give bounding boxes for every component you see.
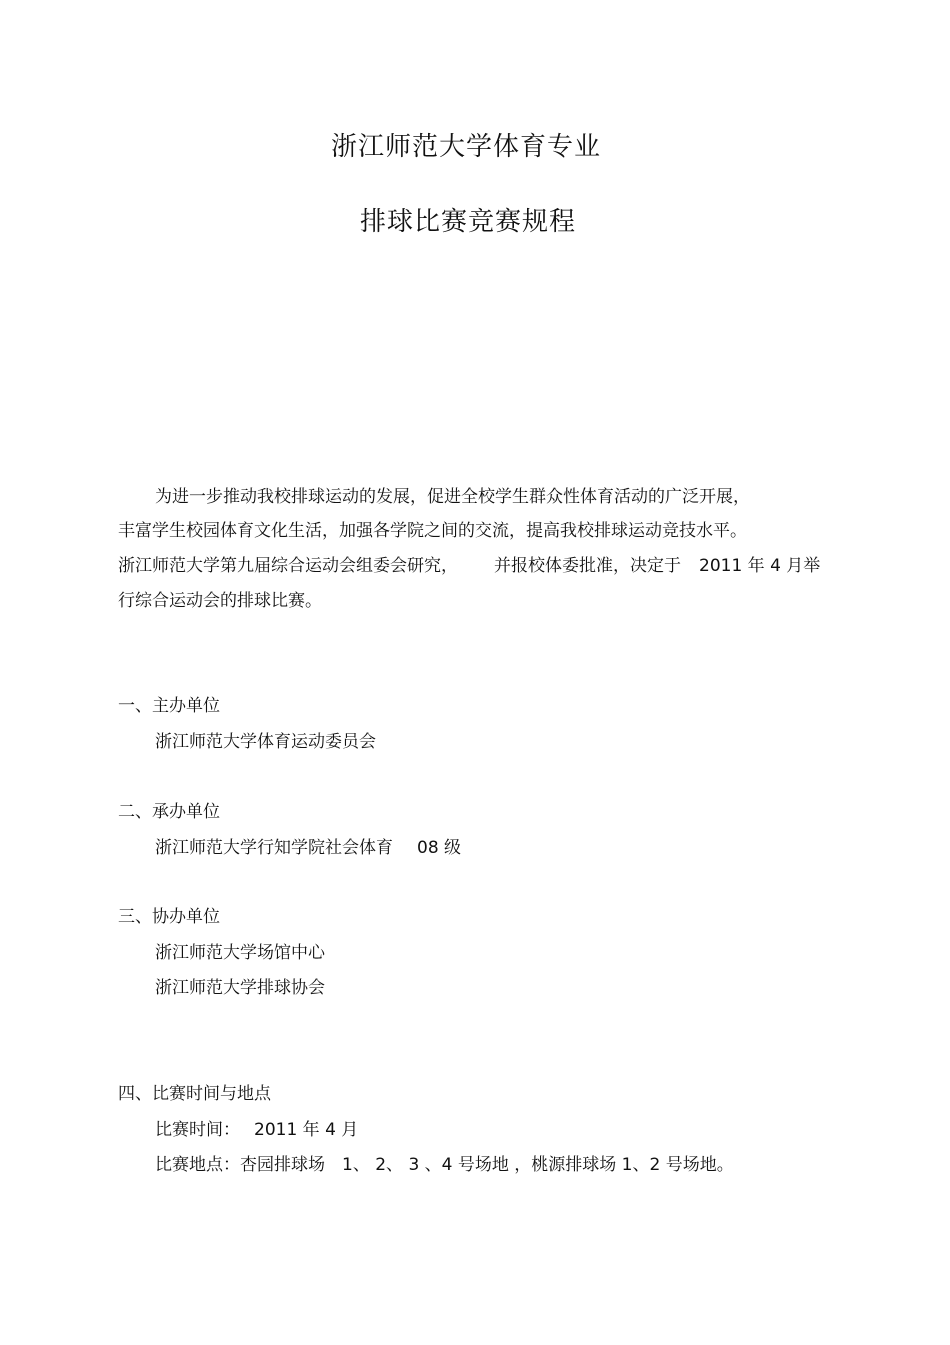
match-place-value: 杏园排球场 1、 2、 3 、4 号场地 ，桃源排球场 1、2 号场地。 — [240, 1155, 734, 1175]
section-heading-co-organizer: 三、协办单位 — [118, 907, 220, 927]
intro-line3-part-b: 并报校体委批准，决定于 — [494, 556, 681, 576]
host-item — [155, 837, 461, 859]
intro-line2: 丰富学生校园体育文化生活，加强各学院之间的交流，提高我校排球运动竞技水平。 — [118, 521, 747, 541]
intro-line3-part-a: 浙江师范大学第九届综合运动会组委会研究， — [118, 556, 458, 576]
organizer-item: 浙江师范大学体育运动委员会 — [155, 732, 376, 752]
host-item-grade: 08 级 — [417, 838, 462, 858]
match-place — [155, 1154, 734, 1176]
section-heading-host: 二、承办单位 — [118, 802, 220, 822]
document-title-line2: 排球比赛竞赛规程 — [359, 207, 576, 237]
intro-line4: 行综合运动会的排球比赛。 — [118, 591, 322, 611]
match-place-label: 比赛地点： — [155, 1155, 240, 1175]
intro-line1: 为进一步推动我校排球运动的发展，促进全校学生群众性体育活动的广泛开展， — [155, 487, 750, 507]
host-item-name: 浙江师范大学行知学院社会体育 — [155, 838, 393, 858]
match-time-value: 2011 年 4 月 — [254, 1120, 359, 1140]
match-time-label: 比赛时间： — [155, 1120, 240, 1140]
co-organizer-item: 浙江师范大学场馆中心 — [155, 943, 325, 963]
section-heading-time-place: 四、比赛时间与地点 — [118, 1084, 271, 1104]
section-heading-organizer: 一、主办单位 — [118, 696, 220, 716]
intro-line3 — [118, 555, 820, 577]
match-time — [155, 1119, 358, 1141]
intro-line3-part-c: 2011 年 4 月举 — [699, 556, 821, 576]
document-title-line1: 浙江师范大学体育专业 — [330, 132, 601, 162]
co-organizer-item: 浙江师范大学排球协会 — [155, 978, 325, 998]
